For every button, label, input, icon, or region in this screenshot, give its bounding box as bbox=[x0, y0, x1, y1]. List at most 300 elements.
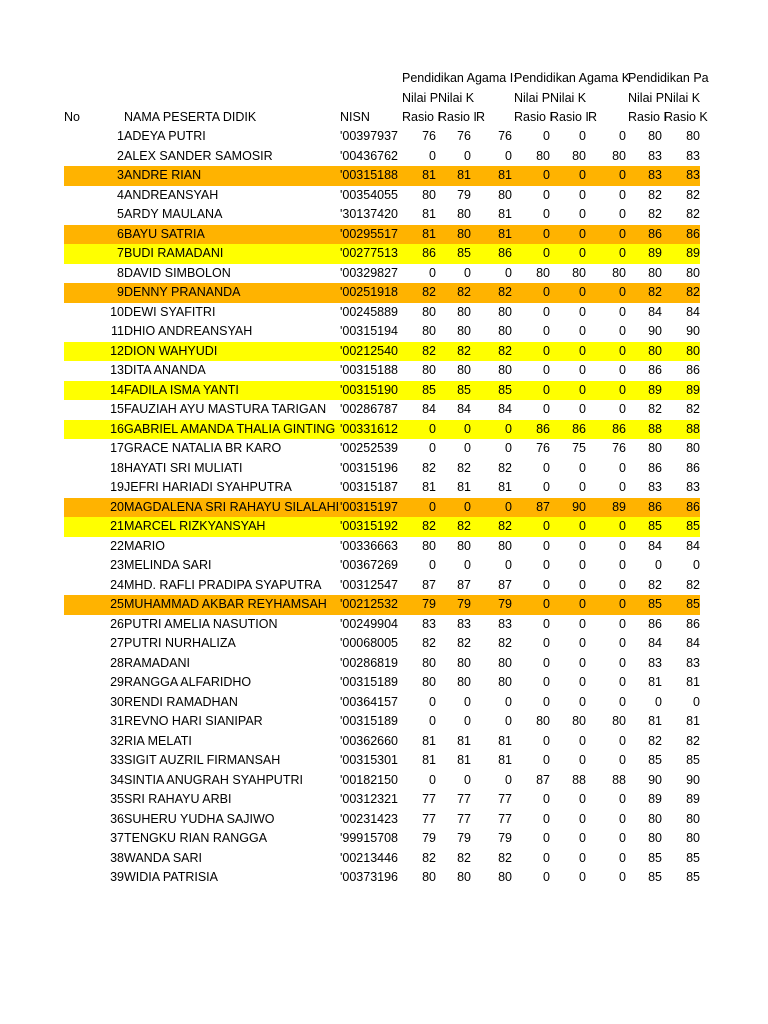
cell-score[interactable]: 79 bbox=[457, 597, 471, 611]
cell-score[interactable]: 0 bbox=[655, 558, 662, 572]
cell-score[interactable]: 0 bbox=[543, 597, 550, 611]
cell-score[interactable]: 82 bbox=[648, 187, 662, 202]
cell-score[interactable]: 0 bbox=[579, 324, 586, 338]
cell-no[interactable]: 38 bbox=[110, 850, 124, 865]
cell-name[interactable]: GRACE NATALIA BR KARO bbox=[124, 441, 282, 455]
cell-score[interactable]: 0 bbox=[619, 597, 626, 611]
cell-no[interactable]: 2 bbox=[117, 148, 124, 163]
header-rasio-5[interactable]: Rasio I bbox=[550, 110, 589, 124]
cell-name[interactable]: DAVID SIMBOLON bbox=[124, 265, 231, 280]
cell-score[interactable]: 79 bbox=[457, 187, 471, 202]
cell-score[interactable]: 0 bbox=[619, 538, 626, 553]
cell-name[interactable]: RANGGA ALFARIDHO bbox=[124, 675, 252, 689]
cell-score[interactable]: 86 bbox=[422, 246, 436, 260]
cell-score[interactable]: 0 bbox=[619, 480, 626, 494]
cell-score[interactable]: 0 bbox=[505, 421, 512, 436]
cell-score[interactable]: 80 bbox=[422, 363, 436, 377]
cell-score[interactable]: 0 bbox=[693, 558, 700, 572]
cell-score[interactable]: 0 bbox=[619, 850, 626, 865]
cell-score[interactable]: 89 bbox=[648, 382, 662, 397]
cell-score[interactable]: 80 bbox=[457, 324, 471, 338]
cell-score[interactable]: 0 bbox=[579, 870, 586, 884]
cell-no[interactable]: 19 bbox=[110, 480, 124, 494]
cell-no[interactable]: 21 bbox=[110, 519, 124, 533]
cell-nisn[interactable]: '00295517 bbox=[340, 226, 399, 241]
cell-score[interactable]: 0 bbox=[579, 831, 586, 845]
cell-score[interactable]: 80 bbox=[536, 148, 550, 163]
cell-score[interactable]: 0 bbox=[619, 577, 626, 592]
cell-no[interactable]: 15 bbox=[110, 402, 124, 416]
header-nilai-p-2[interactable]: Nilai P bbox=[514, 91, 551, 105]
cell-score[interactable]: 79 bbox=[498, 831, 512, 845]
cell-score[interactable]: 90 bbox=[648, 324, 662, 338]
cell-no[interactable]: 18 bbox=[110, 460, 124, 475]
cell-score[interactable]: 80 bbox=[686, 129, 700, 143]
cell-score[interactable]: 77 bbox=[457, 792, 471, 806]
cell-score[interactable]: 0 bbox=[619, 226, 626, 241]
cell-score[interactable]: 0 bbox=[579, 792, 586, 806]
cell-score[interactable]: 86 bbox=[648, 226, 662, 241]
cell-nisn[interactable]: '00362660 bbox=[340, 733, 399, 748]
cell-score[interactable]: 80 bbox=[648, 441, 662, 455]
cell-score[interactable]: 0 bbox=[543, 675, 550, 689]
cell-nisn[interactable]: '00315189 bbox=[340, 714, 399, 728]
cell-name[interactable]: MARCEL RIZKYANSYAH bbox=[124, 519, 266, 533]
cell-name[interactable]: BUDI RAMADANI bbox=[124, 246, 224, 260]
cell-no[interactable]: 8 bbox=[117, 265, 124, 280]
cell-score[interactable]: 89 bbox=[648, 246, 662, 260]
cell-score[interactable]: 0 bbox=[579, 519, 586, 533]
cell-score[interactable]: 0 bbox=[619, 207, 626, 221]
cell-nisn[interactable]: '00315188 bbox=[340, 168, 399, 182]
cell-score[interactable]: 85 bbox=[457, 246, 471, 260]
cell-score[interactable]: 0 bbox=[619, 811, 626, 826]
cell-nisn[interactable]: '00251918 bbox=[340, 285, 399, 299]
cell-score[interactable]: 82 bbox=[457, 636, 471, 650]
cell-nisn[interactable]: '00312321 bbox=[340, 792, 399, 806]
cell-score[interactable]: 0 bbox=[619, 382, 626, 397]
cell-score[interactable]: 80 bbox=[457, 675, 471, 689]
cell-score[interactable]: 0 bbox=[429, 441, 436, 455]
cell-no[interactable]: 35 bbox=[110, 792, 124, 806]
cell-score[interactable]: 76 bbox=[536, 441, 550, 455]
cell-name[interactable]: REVNO HARI SIANIPAR bbox=[124, 714, 263, 728]
cell-score[interactable]: 84 bbox=[686, 636, 700, 650]
cell-score[interactable]: 0 bbox=[579, 207, 586, 221]
cell-score[interactable]: 84 bbox=[648, 304, 662, 319]
cell-name[interactable]: FAUZIAH AYU MASTURA TARIGAN bbox=[124, 402, 327, 416]
cell-score[interactable]: 80 bbox=[498, 187, 512, 202]
cell-name[interactable]: ADEYA PUTRI bbox=[124, 129, 206, 143]
cell-no[interactable]: 23 bbox=[110, 558, 124, 572]
cell-score[interactable]: 81 bbox=[648, 714, 662, 728]
header-rasio-4[interactable]: Rasio I bbox=[514, 110, 553, 124]
cell-score[interactable]: 0 bbox=[543, 792, 550, 806]
cell-score[interactable]: 81 bbox=[457, 480, 471, 494]
cell-score[interactable]: 86 bbox=[648, 616, 662, 631]
cell-name[interactable]: HAYATI SRI MULIATI bbox=[124, 460, 243, 475]
cell-score[interactable]: 0 bbox=[429, 714, 436, 728]
cell-score[interactable]: 85 bbox=[648, 850, 662, 865]
cell-score[interactable]: 89 bbox=[686, 382, 700, 397]
cell-score[interactable]: 85 bbox=[686, 597, 700, 611]
cell-score[interactable]: 86 bbox=[686, 616, 700, 631]
cell-no[interactable]: 13 bbox=[110, 363, 124, 377]
cell-score[interactable]: 86 bbox=[572, 421, 586, 436]
cell-score[interactable]: 80 bbox=[686, 265, 700, 280]
cell-score[interactable]: 83 bbox=[648, 480, 662, 494]
cell-score[interactable]: 80 bbox=[457, 870, 471, 884]
cell-score[interactable]: 0 bbox=[543, 753, 550, 767]
cell-score[interactable]: 0 bbox=[619, 792, 626, 806]
cell-no[interactable]: 33 bbox=[110, 753, 124, 767]
cell-score[interactable]: 0 bbox=[579, 753, 586, 767]
cell-score[interactable]: 80 bbox=[648, 811, 662, 826]
cell-nisn[interactable]: '00249904 bbox=[340, 616, 399, 631]
cell-score[interactable]: 80 bbox=[422, 675, 436, 689]
cell-score[interactable]: 86 bbox=[686, 460, 700, 475]
cell-nisn[interactable]: '00315194 bbox=[340, 324, 399, 338]
cell-name[interactable]: DITA ANANDA bbox=[124, 363, 206, 377]
cell-nisn[interactable]: '00364157 bbox=[340, 694, 399, 709]
cell-score[interactable]: 86 bbox=[648, 460, 662, 475]
header-name[interactable]: NAMA PESERTA DIDIK bbox=[124, 110, 257, 124]
cell-score[interactable]: 80 bbox=[498, 538, 512, 553]
cell-score[interactable]: 0 bbox=[429, 499, 436, 514]
cell-nisn[interactable]: '00397937 bbox=[340, 129, 399, 143]
cell-score[interactable]: 82 bbox=[686, 402, 700, 416]
cell-score[interactable]: 0 bbox=[619, 675, 626, 689]
cell-score[interactable]: 0 bbox=[619, 733, 626, 748]
cell-score[interactable]: 0 bbox=[543, 480, 550, 494]
cell-nisn[interactable]: '00252539 bbox=[340, 441, 399, 455]
cell-no[interactable]: 10 bbox=[110, 304, 124, 319]
cell-score[interactable]: 83 bbox=[457, 616, 471, 631]
cell-score[interactable]: 0 bbox=[579, 304, 586, 319]
cell-score[interactable]: 84 bbox=[422, 402, 436, 416]
cell-nisn[interactable]: '00312547 bbox=[340, 577, 399, 592]
cell-score[interactable]: 82 bbox=[648, 733, 662, 748]
cell-nisn[interactable]: '00331612 bbox=[340, 421, 399, 436]
cell-score[interactable]: 0 bbox=[464, 421, 471, 436]
cell-score[interactable]: 0 bbox=[464, 694, 471, 709]
cell-score[interactable]: 0 bbox=[579, 636, 586, 650]
cell-name[interactable]: BAYU SATRIA bbox=[124, 226, 205, 241]
cell-score[interactable]: 0 bbox=[543, 870, 550, 884]
header-subject-2[interactable]: Pendidikan Agama K bbox=[514, 71, 631, 85]
cell-score[interactable]: 80 bbox=[422, 187, 436, 202]
cell-score[interactable]: 82 bbox=[422, 285, 436, 299]
cell-name[interactable]: DHIO ANDREANSYAH bbox=[124, 324, 253, 338]
cell-score[interactable]: 80 bbox=[686, 831, 700, 845]
cell-score[interactable]: 0 bbox=[619, 304, 626, 319]
cell-name[interactable]: JEFRI HARIADI SYAHPUTRA bbox=[124, 480, 292, 494]
cell-no[interactable]: 29 bbox=[110, 675, 124, 689]
cell-no[interactable]: 31 bbox=[110, 714, 124, 728]
cell-score[interactable]: 0 bbox=[505, 148, 512, 163]
cell-nisn[interactable]: '00336663 bbox=[340, 538, 399, 553]
cell-score[interactable]: 89 bbox=[648, 792, 662, 806]
cell-name[interactable]: MELINDA SARI bbox=[124, 558, 212, 572]
cell-score[interactable]: 87 bbox=[422, 577, 436, 592]
cell-nisn[interactable]: '00315188 bbox=[340, 363, 399, 377]
cell-nisn[interactable]: '00315190 bbox=[340, 382, 399, 397]
cell-score[interactable]: 80 bbox=[422, 538, 436, 553]
cell-no[interactable]: 4 bbox=[117, 187, 124, 202]
cell-score[interactable]: 0 bbox=[619, 655, 626, 670]
header-rasio-6[interactable]: R bbox=[588, 110, 598, 124]
cell-score[interactable]: 0 bbox=[505, 558, 512, 572]
cell-score[interactable]: 86 bbox=[686, 226, 700, 241]
cell-score[interactable]: 0 bbox=[579, 187, 586, 202]
cell-score[interactable]: 76 bbox=[422, 129, 436, 143]
cell-no[interactable]: 27 bbox=[110, 636, 124, 650]
cell-nisn[interactable]: '00354055 bbox=[340, 187, 399, 202]
cell-score[interactable]: 86 bbox=[648, 363, 662, 377]
cell-score[interactable]: 0 bbox=[429, 265, 436, 280]
cell-score[interactable]: 0 bbox=[543, 655, 550, 670]
cell-name[interactable]: MHD. RAFLI PRADIPA SYAPUTRA bbox=[124, 577, 322, 592]
cell-score[interactable]: 82 bbox=[457, 519, 471, 533]
cell-score[interactable]: 0 bbox=[543, 343, 550, 358]
cell-score[interactable]: 0 bbox=[543, 187, 550, 202]
cell-score[interactable]: 0 bbox=[464, 499, 471, 514]
cell-no[interactable]: 26 bbox=[110, 616, 124, 631]
cell-score[interactable]: 82 bbox=[498, 850, 512, 865]
cell-score[interactable]: 88 bbox=[612, 772, 626, 787]
cell-score[interactable]: 81 bbox=[498, 753, 512, 767]
cell-nisn[interactable]: '00367269 bbox=[340, 558, 399, 572]
cell-score[interactable]: 83 bbox=[648, 148, 662, 163]
cell-score[interactable]: 77 bbox=[457, 811, 471, 826]
cell-score[interactable]: 80 bbox=[648, 129, 662, 143]
cell-nisn[interactable]: '00212532 bbox=[340, 597, 399, 611]
cell-score[interactable]: 80 bbox=[612, 714, 626, 728]
cell-score[interactable]: 80 bbox=[457, 226, 471, 241]
cell-nisn[interactable]: '00212540 bbox=[340, 343, 399, 358]
cell-score[interactable]: 87 bbox=[457, 577, 471, 592]
cell-score[interactable]: 85 bbox=[498, 382, 512, 397]
cell-score[interactable]: 87 bbox=[536, 499, 550, 514]
cell-score[interactable]: 0 bbox=[579, 675, 586, 689]
cell-score[interactable]: 80 bbox=[648, 265, 662, 280]
cell-score[interactable]: 80 bbox=[422, 870, 436, 884]
cell-score[interactable]: 82 bbox=[498, 519, 512, 533]
cell-score[interactable]: 82 bbox=[457, 460, 471, 475]
cell-name[interactable]: ARDY MAULANA bbox=[124, 207, 223, 221]
cell-score[interactable]: 83 bbox=[686, 480, 700, 494]
cell-score[interactable]: 80 bbox=[612, 148, 626, 163]
cell-score[interactable]: 79 bbox=[422, 597, 436, 611]
cell-score[interactable]: 0 bbox=[619, 870, 626, 884]
cell-score[interactable]: 83 bbox=[686, 168, 700, 182]
cell-score[interactable]: 0 bbox=[543, 207, 550, 221]
cell-score[interactable]: 0 bbox=[579, 480, 586, 494]
header-subject-3[interactable]: Pendidikan Pa bbox=[628, 71, 709, 85]
cell-name[interactable]: WIDIA PATRISIA bbox=[124, 870, 218, 884]
cell-name[interactable]: ANDRE RIAN bbox=[124, 168, 202, 182]
cell-score[interactable]: 82 bbox=[686, 285, 700, 299]
cell-score[interactable]: 80 bbox=[422, 324, 436, 338]
cell-nisn[interactable]: '00373196 bbox=[340, 870, 399, 884]
cell-score[interactable]: 89 bbox=[686, 792, 700, 806]
cell-score[interactable]: 87 bbox=[498, 577, 512, 592]
cell-score[interactable]: 76 bbox=[612, 441, 626, 455]
cell-score[interactable]: 0 bbox=[505, 714, 512, 728]
cell-nisn[interactable]: '00277513 bbox=[340, 246, 399, 260]
cell-name[interactable]: DENNY PRANANDA bbox=[124, 285, 241, 299]
cell-score[interactable]: 82 bbox=[648, 285, 662, 299]
cell-no[interactable]: 30 bbox=[110, 694, 124, 709]
cell-score[interactable]: 84 bbox=[498, 402, 512, 416]
cell-name[interactable]: WANDA SARI bbox=[124, 850, 203, 865]
cell-score[interactable]: 0 bbox=[543, 636, 550, 650]
cell-no[interactable]: 25 bbox=[110, 597, 124, 611]
cell-score[interactable]: 82 bbox=[498, 343, 512, 358]
cell-no[interactable]: 5 bbox=[117, 207, 124, 221]
cell-score[interactable]: 87 bbox=[536, 772, 550, 787]
cell-score[interactable]: 0 bbox=[464, 772, 471, 787]
cell-score[interactable]: 0 bbox=[619, 343, 626, 358]
cell-name[interactable]: SINTIA ANUGRAH SYAHPUTRI bbox=[124, 772, 303, 787]
cell-score[interactable]: 80 bbox=[422, 304, 436, 319]
cell-no[interactable]: 24 bbox=[110, 577, 124, 592]
cell-nisn[interactable]: '00315187 bbox=[340, 480, 399, 494]
cell-score[interactable]: 77 bbox=[498, 811, 512, 826]
cell-score[interactable]: 0 bbox=[543, 324, 550, 338]
cell-no[interactable]: 32 bbox=[110, 733, 124, 748]
cell-score[interactable]: 80 bbox=[498, 675, 512, 689]
cell-score[interactable]: 0 bbox=[543, 733, 550, 748]
cell-score[interactable]: 77 bbox=[498, 792, 512, 806]
cell-no[interactable]: 12 bbox=[110, 343, 124, 358]
cell-nisn[interactable]: '00315197 bbox=[340, 499, 399, 514]
cell-score[interactable]: 85 bbox=[648, 597, 662, 611]
cell-no[interactable]: 22 bbox=[110, 538, 124, 553]
cell-score[interactable]: 76 bbox=[498, 129, 512, 143]
cell-score[interactable]: 81 bbox=[498, 480, 512, 494]
cell-score[interactable]: 0 bbox=[543, 538, 550, 553]
cell-score[interactable]: 81 bbox=[422, 480, 436, 494]
cell-no[interactable]: 11 bbox=[111, 324, 124, 338]
cell-score[interactable]: 0 bbox=[579, 558, 586, 572]
cell-score[interactable]: 82 bbox=[422, 343, 436, 358]
cell-name[interactable]: RIA MELATI bbox=[124, 733, 192, 748]
cell-score[interactable]: 80 bbox=[686, 441, 700, 455]
cell-score[interactable]: 0 bbox=[619, 129, 626, 143]
cell-nisn[interactable]: '00231423 bbox=[340, 811, 399, 826]
cell-score[interactable]: 81 bbox=[648, 675, 662, 689]
cell-score[interactable]: 82 bbox=[498, 460, 512, 475]
cell-score[interactable]: 80 bbox=[572, 265, 586, 280]
cell-score[interactable]: 84 bbox=[686, 538, 700, 553]
cell-score[interactable]: 0 bbox=[429, 148, 436, 163]
cell-nisn[interactable]: '00213446 bbox=[340, 850, 399, 865]
cell-score[interactable]: 83 bbox=[686, 148, 700, 163]
cell-score[interactable]: 0 bbox=[543, 616, 550, 631]
cell-score[interactable]: 85 bbox=[686, 519, 700, 533]
cell-score[interactable]: 83 bbox=[686, 655, 700, 670]
cell-score[interactable]: 0 bbox=[579, 246, 586, 260]
cell-score[interactable]: 80 bbox=[457, 538, 471, 553]
cell-name[interactable]: FADILA ISMA YANTI bbox=[124, 382, 239, 397]
cell-score[interactable]: 80 bbox=[498, 304, 512, 319]
cell-score[interactable]: 81 bbox=[686, 675, 700, 689]
cell-score[interactable]: 0 bbox=[464, 441, 471, 455]
cell-score[interactable]: 82 bbox=[498, 285, 512, 299]
cell-score[interactable]: 0 bbox=[579, 226, 586, 241]
cell-score[interactable]: 0 bbox=[429, 421, 436, 436]
cell-score[interactable]: 0 bbox=[543, 811, 550, 826]
cell-nisn[interactable]: '00315196 bbox=[340, 460, 399, 475]
cell-score[interactable]: 0 bbox=[619, 363, 626, 377]
cell-score[interactable]: 82 bbox=[457, 343, 471, 358]
cell-name[interactable]: DION WAHYUDI bbox=[124, 343, 218, 358]
cell-score[interactable]: 80 bbox=[457, 363, 471, 377]
cell-score[interactable]: 84 bbox=[457, 402, 471, 416]
cell-score[interactable]: 83 bbox=[648, 168, 662, 182]
cell-score[interactable]: 0 bbox=[543, 304, 550, 319]
cell-no[interactable]: 9 bbox=[117, 285, 124, 299]
cell-score[interactable]: 80 bbox=[536, 714, 550, 728]
cell-score[interactable]: 84 bbox=[686, 304, 700, 319]
cell-score[interactable]: 79 bbox=[498, 597, 512, 611]
cell-score[interactable]: 86 bbox=[648, 499, 662, 514]
cell-score[interactable]: 0 bbox=[619, 460, 626, 475]
cell-nisn[interactable]: '00068005 bbox=[340, 636, 399, 650]
cell-name[interactable]: GABRIEL AMANDA THALIA GINTING bbox=[124, 421, 336, 436]
header-subject-1[interactable]: Pendidikan Agama I: bbox=[402, 71, 517, 85]
cell-score[interactable]: 0 bbox=[693, 694, 700, 709]
cell-score[interactable]: 0 bbox=[543, 129, 550, 143]
cell-name[interactable]: ALEX SANDER SAMOSIR bbox=[124, 148, 273, 163]
cell-score[interactable]: 80 bbox=[457, 655, 471, 670]
cell-score[interactable]: 0 bbox=[619, 694, 626, 709]
cell-nisn[interactable]: '00315189 bbox=[340, 675, 399, 689]
cell-score[interactable]: 85 bbox=[422, 382, 436, 397]
cell-name[interactable]: ANDREANSYAH bbox=[124, 187, 219, 202]
cell-score[interactable]: 0 bbox=[579, 382, 586, 397]
cell-score[interactable]: 80 bbox=[498, 324, 512, 338]
cell-score[interactable]: 77 bbox=[422, 811, 436, 826]
cell-score[interactable]: 0 bbox=[543, 226, 550, 241]
cell-score[interactable]: 81 bbox=[422, 733, 436, 748]
cell-score[interactable]: 85 bbox=[648, 870, 662, 884]
cell-nisn[interactable]: '00436762 bbox=[340, 148, 399, 163]
cell-score[interactable]: 0 bbox=[429, 558, 436, 572]
cell-no[interactable]: 34 bbox=[110, 772, 124, 787]
cell-no[interactable]: 3 bbox=[117, 168, 124, 182]
cell-nisn[interactable]: '99915708 bbox=[340, 831, 399, 845]
cell-score[interactable]: 0 bbox=[429, 772, 436, 787]
cell-score[interactable]: 0 bbox=[543, 402, 550, 416]
cell-score[interactable]: 82 bbox=[686, 187, 700, 202]
cell-nisn[interactable]: '00315301 bbox=[340, 753, 399, 767]
cell-score[interactable]: 0 bbox=[543, 831, 550, 845]
cell-name[interactable]: PUTRI AMELIA NASUTION bbox=[124, 616, 278, 631]
cell-no[interactable]: 6 bbox=[117, 226, 124, 241]
cell-score[interactable]: 80 bbox=[498, 655, 512, 670]
cell-score[interactable]: 80 bbox=[422, 655, 436, 670]
cell-score[interactable]: 0 bbox=[619, 285, 626, 299]
cell-nisn[interactable]: '00329827 bbox=[340, 265, 399, 280]
cell-score[interactable]: 0 bbox=[543, 850, 550, 865]
cell-score[interactable]: 81 bbox=[422, 226, 436, 241]
cell-name[interactable]: PUTRI NURHALIZA bbox=[124, 636, 236, 650]
cell-score[interactable]: 0 bbox=[543, 519, 550, 533]
cell-score[interactable]: 81 bbox=[498, 168, 512, 182]
cell-score[interactable]: 79 bbox=[422, 831, 436, 845]
